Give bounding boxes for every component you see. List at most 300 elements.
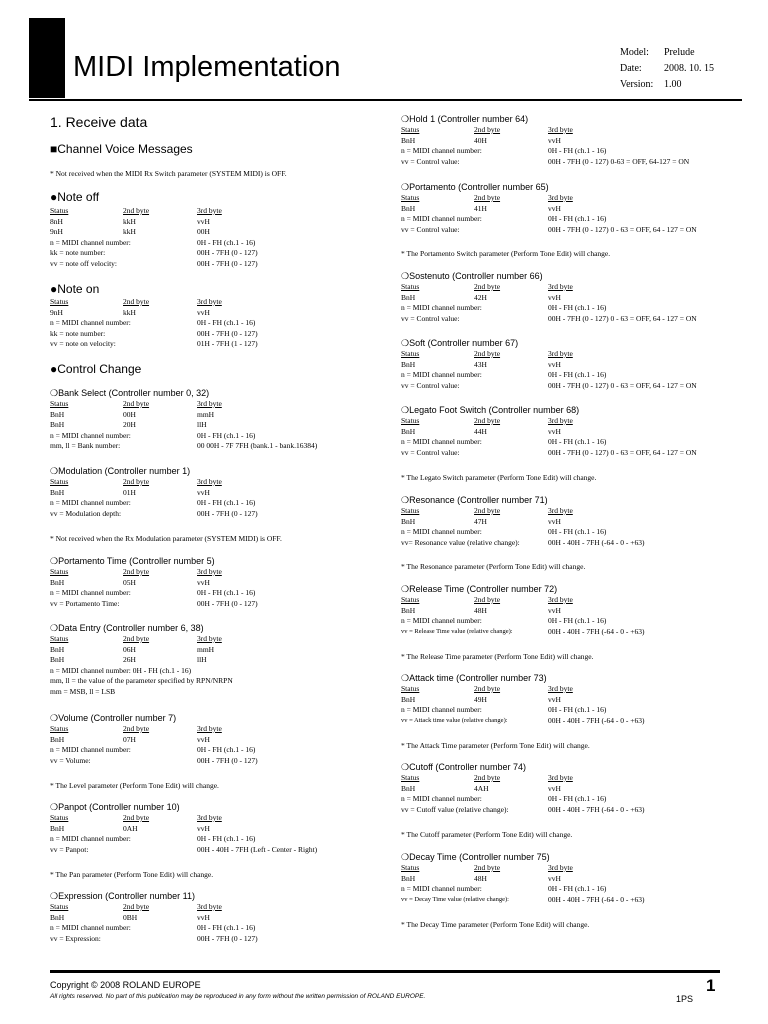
cell: vvH (197, 307, 210, 317)
param-row (50, 934, 390, 945)
table-row (50, 913, 390, 924)
col-status: Status (401, 863, 420, 872)
cell: BnH (50, 734, 65, 744)
col-2nd-byte: 2nd byte (123, 724, 150, 733)
param-value: 0H - FH (ch.1 - 16) (197, 498, 256, 508)
table-header (50, 567, 390, 578)
param-value: 0H - FH (ch.1 - 16) (548, 794, 607, 804)
col-3rd-byte: 3rd byte (197, 567, 222, 576)
table-header (50, 206, 390, 217)
param-value: 00H - 40H - 7FH (-64 - 0 - +63) (548, 537, 645, 547)
cell: 40H (474, 135, 487, 145)
col-status: Status (50, 297, 69, 306)
param-value: 0H - FH (ch.1 - 16) (548, 616, 607, 626)
cell: BnH (50, 644, 65, 654)
table-header (50, 399, 390, 410)
controller-title: ❍Bank Select (Controller number 0, 32) (50, 388, 210, 398)
cell: vvH (548, 605, 561, 615)
param-value: 00H - 40H - 7FH (-64 - 0 - +63) (548, 894, 645, 904)
cell: 07H (123, 734, 136, 744)
decay-note: * The Decay Time parameter (Perform Tone Edit) will change. (401, 920, 590, 929)
param-name: n = MIDI channel number: (50, 237, 131, 247)
param-value: 0H - FH (ch.1 - 16) (197, 588, 256, 598)
cell: 0BH (123, 912, 138, 922)
panpot-block (50, 802, 390, 855)
cell: BnH (50, 487, 65, 497)
header-black-tab (29, 18, 65, 98)
param-name: n = MIDI channel number: (401, 616, 482, 626)
meta-version (620, 77, 714, 93)
portamento-time-block (50, 556, 390, 609)
param-name: vv = Control value: (401, 380, 460, 390)
param-value: 00H - 7FH (0 - 127) 0 - 63 = OFF, 64 - 127 = ON (548, 224, 697, 234)
table-row (401, 784, 741, 795)
col-2nd-byte: 2nd byte (474, 282, 501, 291)
col-3rd-byte: 3rd byte (197, 206, 222, 215)
param-value: 0H - FH (ch.1 - 16) (197, 237, 256, 247)
col-status: Status (50, 813, 69, 822)
table-row (401, 695, 741, 706)
param-name: kk = note number: (50, 328, 106, 338)
table-header (401, 684, 741, 695)
param-name: vv = Decay Time value (relative change): (401, 895, 509, 903)
param-row (401, 370, 741, 381)
param-row (401, 627, 741, 638)
description-line (50, 666, 390, 677)
cell: 9nH (50, 307, 63, 317)
meta-value: 1.00 (664, 79, 682, 90)
description-line (50, 676, 390, 687)
cell: 00H (123, 409, 136, 419)
rights-notice: All rights reserved. No part of this publication may be reproduced in any form without the written permission of ROLAND EUROPE. (50, 993, 426, 1000)
col-2nd-byte: 2nd byte (474, 125, 501, 134)
col-status: Status (401, 125, 420, 134)
param-name: vv = Control value: (401, 313, 460, 323)
cell: BnH (401, 203, 416, 213)
param-value: 00H - 7FH (0 - 127) (197, 933, 258, 943)
param-row (50, 431, 390, 442)
param-value: 00 00H - 7F 7FH (bank.1 - bank.16384) (197, 441, 318, 451)
controller-title: ❍Cutoff (Controller number 74) (401, 762, 526, 772)
page-code: 1PS (676, 994, 694, 1004)
col-3rd-byte: 3rd byte (548, 506, 573, 515)
cell: BnH (401, 783, 416, 793)
param-row (401, 794, 741, 805)
param-value: 00H - 7FH (0 - 127) 0 - 63 = OFF, 64 - 127 = ON (548, 447, 697, 457)
cell: mmH (197, 409, 215, 419)
param-value: 00H - 7FH (0 - 127) (197, 258, 258, 268)
param-name: n = MIDI channel number: (401, 214, 482, 224)
param-row (50, 599, 390, 610)
param-value: 00H - 7FH (0 - 127) 0-63 = OFF, 64-127 = ON (548, 156, 690, 166)
col-status: Status (401, 282, 420, 291)
controller-title: ❍Expression (Controller number 11) (50, 891, 195, 901)
controller-title: ❍Resonance (Controller number 71) (401, 495, 548, 505)
param-name: n = MIDI channel number: (401, 794, 482, 804)
cell: kkH (123, 227, 136, 237)
param-name: n = MIDI channel number: (50, 923, 131, 933)
table-row (50, 655, 390, 666)
table-header (50, 902, 390, 913)
description-line (50, 687, 390, 698)
cell: 8nH (50, 216, 63, 226)
title-divider (29, 99, 742, 101)
param-row (401, 437, 741, 448)
table-row (401, 517, 741, 528)
release-block (401, 584, 741, 637)
table-row (50, 410, 390, 421)
col-3rd-byte: 3rd byte (548, 684, 573, 693)
cell: vvH (197, 577, 210, 587)
meta-model (620, 45, 714, 61)
param-row (50, 339, 390, 350)
volume-block (50, 713, 390, 766)
cutoff-block (401, 762, 741, 815)
col-status: Status (50, 902, 69, 911)
param-row (50, 318, 390, 329)
hold1-block (401, 114, 741, 167)
param-row (50, 745, 390, 756)
footer-divider (50, 970, 720, 973)
table-row (401, 606, 741, 617)
note-off-heading: ●Note off (50, 190, 100, 204)
param-name: vv= Resonance value (relative change): (401, 537, 520, 547)
param-value: 0H - FH (ch.1 - 16) (548, 527, 607, 537)
table-header (401, 416, 741, 427)
col-2nd-byte: 2nd byte (123, 813, 150, 822)
controller-title: ❍Soft (Controller number 67) (401, 338, 519, 348)
table-header (401, 595, 741, 606)
cell: BnH (401, 359, 416, 369)
cell: BnH (50, 577, 65, 587)
param-name: n = MIDI channel number: (401, 370, 482, 380)
param-value: 0H - FH (ch.1 - 16) (548, 370, 607, 380)
col-3rd-byte: 3rd byte (197, 724, 222, 733)
col-2nd-byte: 2nd byte (474, 349, 501, 358)
cell: vvH (548, 516, 561, 526)
controller-title: ❍Release Time (Controller number 72) (401, 584, 558, 594)
param-name: n = MIDI channel number: (401, 146, 482, 156)
param-row (50, 923, 390, 934)
param-value: 0H - FH (ch.1 - 16) (197, 430, 256, 440)
col-2nd-byte: 2nd byte (474, 193, 501, 202)
controller-title: ❍Decay Time (Controller number 75) (401, 852, 550, 862)
table-header (401, 506, 741, 517)
param-row (50, 498, 390, 509)
modulation-note: * Not received when the Rx Modulation parameter (SYSTEM MIDI) is OFF. (50, 534, 282, 543)
col-2nd-byte: 2nd byte (123, 634, 150, 643)
cell: vvH (197, 912, 210, 922)
legato-note: * The Legato Switch parameter (Perform Tone Edit) will change. (401, 473, 597, 482)
col-2nd-byte: 2nd byte (474, 773, 501, 782)
table-row (401, 427, 741, 438)
col-status: Status (401, 416, 420, 425)
col-2nd-byte: 2nd byte (123, 297, 150, 306)
param-row (401, 538, 741, 549)
note-off-block (50, 206, 390, 270)
table-header (401, 282, 741, 293)
param-value: 00H - 40H - 7FH (-64 - 0 - +63) (548, 715, 645, 725)
table-row (401, 204, 741, 215)
page-number: 1 (706, 976, 716, 995)
cell: BnH (401, 873, 416, 883)
col-status: Status (401, 773, 420, 782)
param-row (401, 805, 741, 816)
param-row (50, 834, 390, 845)
table-row (401, 136, 741, 147)
param-row (50, 329, 390, 340)
col-status: Status (50, 477, 69, 486)
cell: vvH (548, 203, 561, 213)
param-name: vv = Cutoff value (relative change): (401, 804, 509, 814)
cell: 26H (123, 655, 136, 665)
param-name: vv = Panpot: (50, 844, 89, 854)
cell: 01H (123, 487, 136, 497)
table-header (401, 863, 741, 874)
table-row (50, 645, 390, 656)
controller-title: ❍Data Entry (Controller number 6, 38) (50, 623, 204, 633)
param-value: 0H - FH (ch.1 - 16) (548, 146, 607, 156)
cell: 41H (474, 203, 487, 213)
param-row (50, 756, 390, 767)
col-2nd-byte: 2nd byte (123, 567, 150, 576)
col-2nd-byte: 2nd byte (123, 477, 150, 486)
table-row (50, 308, 390, 319)
portamento-block (401, 182, 741, 235)
col-status: Status (401, 684, 420, 693)
cell: 43H (474, 359, 487, 369)
col-status: Status (50, 634, 69, 643)
param-value: 0H - FH (ch.1 - 16) (197, 318, 256, 328)
param-value: 0H - FH (ch.1 - 16) (548, 705, 607, 715)
param-row (401, 214, 741, 225)
cell: vvH (548, 426, 561, 436)
param-name: n = MIDI channel number: (50, 834, 131, 844)
meta-label: Model: (620, 47, 649, 58)
param-row (50, 441, 390, 452)
col-2nd-byte: 2nd byte (474, 595, 501, 604)
col-3rd-byte: 3rd byte (548, 773, 573, 782)
col-3rd-byte: 3rd byte (548, 282, 573, 291)
param-row (50, 248, 390, 259)
param-value: 00H - 40H - 7FH (-64 - 0 - +63) (548, 804, 645, 814)
param-row (401, 895, 741, 906)
line-text: mm = MSB, ll = LSB (50, 686, 116, 696)
table-header (401, 125, 741, 136)
line-text: mm, ll = the value of the parameter specified by RPN/NRPN (50, 676, 233, 686)
section-heading: 1. Receive data (50, 114, 148, 130)
cutoff-note: * The Cutoff parameter (Perform Tone Edit) will change. (401, 830, 573, 839)
param-row (401, 616, 741, 627)
param-name: vv = Control value: (401, 156, 460, 166)
table-row (50, 578, 390, 589)
col-3rd-byte: 3rd byte (548, 125, 573, 134)
cell: vvH (548, 783, 561, 793)
col-3rd-byte: 3rd byte (548, 416, 573, 425)
col-status: Status (50, 567, 69, 576)
col-3rd-byte: 3rd byte (197, 813, 222, 822)
param-name: vv = Release Time value (relative change): (401, 627, 513, 635)
param-row (401, 716, 741, 727)
cell: 44H (474, 426, 487, 436)
param-value: 00H - 7FH (0 - 127) (197, 598, 258, 608)
decay-block (401, 852, 741, 905)
cell: 9nH (50, 227, 63, 237)
param-value: 01H - 7FH (1 - 127) (197, 339, 258, 349)
cell: vvH (548, 873, 561, 883)
param-row (401, 146, 741, 157)
cell: mmH (197, 644, 215, 654)
cell: vvH (197, 734, 210, 744)
cell: vvH (197, 487, 210, 497)
col-3rd-byte: 3rd byte (548, 863, 573, 872)
param-value: 00H - 7FH (0 - 127) (197, 755, 258, 765)
param-row (401, 527, 741, 538)
meta-label: Date: (620, 63, 642, 74)
cell: 0AH (123, 823, 138, 833)
meta-label: Version: (620, 79, 654, 90)
bank-select-block (50, 388, 390, 452)
table-row (50, 488, 390, 499)
param-row (401, 314, 741, 325)
table-header (401, 193, 741, 204)
table-row (50, 420, 390, 431)
cell: BnH (50, 420, 65, 430)
col-status: Status (401, 349, 420, 358)
col-status: Status (50, 206, 69, 215)
param-row (50, 845, 390, 856)
param-row (401, 303, 741, 314)
param-name: n = MIDI channel number: (50, 318, 131, 328)
cell: BnH (50, 912, 65, 922)
cell: kkH (123, 216, 136, 226)
resonance-block (401, 495, 741, 548)
table-header (50, 297, 390, 308)
meta-value: Prelude (664, 47, 695, 58)
cell: 48H (474, 873, 487, 883)
table-header (50, 477, 390, 488)
controller-title: ❍Volume (Controller number 7) (50, 713, 177, 723)
param-value: 00H - 40H - 7FH (-64 - 0 - +63) (548, 626, 645, 636)
control-change-heading: ●Control Change (50, 362, 142, 376)
param-name: kk = note number: (50, 248, 106, 258)
controller-title: ❍Portamento Time (Controller number 5) (50, 556, 215, 566)
col-status: Status (50, 399, 69, 408)
param-name: n = MIDI channel number: (401, 884, 482, 894)
cell: 20H (123, 420, 136, 430)
param-name: vv = Expression: (50, 933, 101, 943)
cell: BnH (401, 516, 416, 526)
soft-block (401, 338, 741, 391)
cell: BnH (401, 605, 416, 615)
param-value: 0H - FH (ch.1 - 16) (197, 834, 256, 844)
rx-switch-note: * Not received when the MIDI Rx Switch parameter (SYSTEM MIDI) is OFF. (50, 169, 287, 178)
cell: BnH (401, 426, 416, 436)
col-2nd-byte: 2nd byte (474, 506, 501, 515)
param-name: n = MIDI channel number: (50, 498, 131, 508)
resonance-note: * The Resonance parameter (Perform Tone Edit) will change. (401, 562, 586, 571)
table-header (50, 634, 390, 645)
param-value: 00H - 7FH (0 - 127) (197, 328, 258, 338)
table-row (50, 217, 390, 228)
controller-title: ❍Hold 1 (Controller number 64) (401, 114, 529, 124)
meta-value: 2008. 10. 15 (664, 63, 714, 74)
param-value: 00H - 7FH (0 - 127) 0 - 63 = OFF, 64 - 127 = ON (548, 380, 697, 390)
portamento-note: * The Portamento Switch parameter (Perform Tone Edit) will change. (401, 249, 611, 258)
cell: BnH (401, 694, 416, 704)
meta-date (620, 61, 714, 77)
cell: BnH (401, 292, 416, 302)
param-name: vv = Control value: (401, 224, 460, 234)
param-name: vv = note off velocity: (50, 258, 117, 268)
cell: llH (197, 655, 207, 665)
col-3rd-byte: 3rd byte (197, 477, 222, 486)
cell: vvH (197, 216, 210, 226)
attack-block (401, 673, 741, 726)
param-row (401, 157, 741, 168)
table-row (401, 360, 741, 371)
param-value: 0H - FH (ch.1 - 16) (197, 923, 256, 933)
param-name: vv = Control value: (401, 447, 460, 457)
cell: 47H (474, 516, 487, 526)
sostenuto-block (401, 271, 741, 324)
param-value: 0H - FH (ch.1 - 16) (548, 214, 607, 224)
param-row (401, 448, 741, 459)
col-3rd-byte: 3rd byte (548, 193, 573, 202)
document-meta (620, 45, 714, 93)
col-3rd-byte: 3rd byte (197, 902, 222, 911)
cell: 4AH (474, 783, 489, 793)
param-name: n = MIDI channel number: (50, 430, 131, 440)
cell: BnH (401, 135, 416, 145)
volume-note: * The Level parameter (Perform Tone Edit) will change. (50, 781, 219, 790)
param-name: n = MIDI channel number: (401, 527, 482, 537)
line-text: n = MIDI channel number: 0H - FH (ch.1 - 16) (50, 665, 192, 675)
cell: vvH (548, 694, 561, 704)
param-name: vv = Volume: (50, 755, 91, 765)
page-title: MIDI Implementation (73, 51, 341, 83)
controller-title: ❍Attack time (Controller number 73) (401, 673, 547, 683)
param-value: 00H - 7FH (0 - 127) (197, 248, 258, 258)
col-3rd-byte: 3rd byte (197, 399, 222, 408)
expression-block (50, 891, 390, 944)
subsection-heading: ■Channel Voice Messages (50, 142, 193, 156)
param-value: 0H - FH (ch.1 - 16) (548, 303, 607, 313)
param-name: n = MIDI channel number: (401, 303, 482, 313)
cell: vvH (548, 292, 561, 302)
col-2nd-byte: 2nd byte (474, 684, 501, 693)
cell: BnH (50, 409, 65, 419)
controller-title: ❍Sostenuto (Controller number 66) (401, 271, 543, 281)
cell: llH (197, 420, 207, 430)
param-row (401, 225, 741, 236)
cell: 49H (474, 694, 487, 704)
table-header (401, 349, 741, 360)
cell: 06H (123, 644, 136, 654)
param-row (401, 884, 741, 895)
param-name: n = MIDI channel number: (401, 437, 482, 447)
col-status: Status (401, 595, 420, 604)
cell: 00H (197, 227, 210, 237)
col-2nd-byte: 2nd byte (123, 902, 150, 911)
param-value: 0H - FH (ch.1 - 16) (548, 437, 607, 447)
note-on-block (50, 297, 390, 350)
col-3rd-byte: 3rd byte (197, 634, 222, 643)
table-row (50, 735, 390, 746)
param-name: n = MIDI channel number: (50, 745, 131, 755)
controller-title: ❍Panpot (Controller number 10) (50, 802, 180, 812)
table-header (50, 813, 390, 824)
